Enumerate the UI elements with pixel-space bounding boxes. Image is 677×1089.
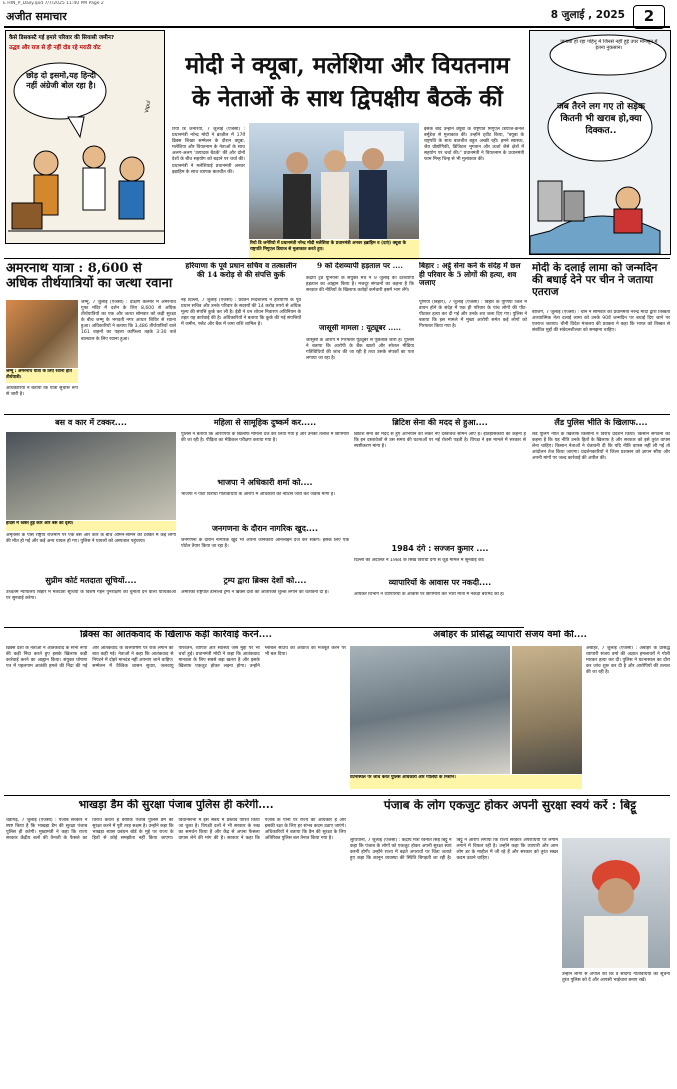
trump-body: अमेरिकी राष्ट्रपति डोनाल्ड ट्रम्प ने ब्रिक्स देशों को अतिरिक्त शुल्क लगाने की चेतावनी दी है। [181, 590, 329, 595]
lead-headline-line2: के नेताओं के साथ द्विपक्षीय बैठकें कीं [192, 86, 503, 112]
bus-photo [6, 432, 176, 520]
bhajan-headline: भाजपा ने अधिकारी शर्मा को.... [217, 478, 313, 487]
amarnath-photo-caption: जम्मू : अमरनाथ यात्रा के लिए रवाना होते तीर्थयात्री। [6, 369, 78, 383]
abohar-photo-left [350, 646, 510, 774]
businessman-body: आयकर विभाग ने व्यापारियों के आवास पर छापेमारी कर भारी मात्रा में नकदी बरामद की है। [354, 592, 505, 597]
masthead-paper-name: अजीत समाचार [6, 10, 67, 23]
masthead-rule [4, 26, 670, 28]
lead-photo-caption: रियो डि जनेरियो में प्रधानमंत्री नरेन्द्र मोदी मलेशिया के प्रधानमंत्री अनवर इब्राहिम व (दाएं) क्यूबा के राष्ट्रपति मिगुएल डियाज से मुलाकात करते हुए। [249, 240, 419, 260]
spy-headline: जासूसी मामला : यूट्यूबर ..... [319, 324, 401, 332]
bus-body: अमृतसर के पास राष्ट्रीय राजमार्ग पर एक बस और कार के बीच आमने-सामने की टक्कर में कई लोगों की मौत हो गई और कई अन्य घायल हो गए। पुलिस ने घायलों को अस्पताल पहुंचाया। [6, 533, 176, 545]
trump-headline: ट्रम्प द्वारा ब्रिक्स देशों को.... [223, 576, 307, 585]
system-line: E HIN_P_Daily.qxd 7/7/2025 11:40 PM Page 2 [3, 1, 104, 6]
cartoon-speech-bubble: छोड़ दो इसमो,यह हिन्दी नहीं अंग्रेजी बोल रहा है। [26, 71, 96, 90]
bhakra-body: चंडीगढ़, 7 जुलाई (एजेंसी) : पंजाब सरकार ने स्पष्ट किया है कि भाखड़ा डैम की सुरक्षा पंजाब पुलिस ही करेगी। मुख्यमंत्री ने कहा कि राज्य सरकार केंद्रीय बलों की तैनाती के फैसले का विरोध करती है क्योंकि पंजाब पुलिस डैम की सुरक्षा करने में पूरी तरह सक्षम है। उन्होंने कहा कि भाखड़ा ब्यास प्रबंधन बोर्ड के मुद्दे पर राज्य के हितों से कोई समझौता नहीं किया जाएगा। विधानसभा में इस संबंध में प्रस्ताव पारित किया जा चुका है। विपक्षी दलों ने भी सरकार के रुख का समर्थन किया है और केंद्र से अपना फैसला वापस लेने की मांग की है। सरकार ने कहा कि पंजाब के पानी पर राज्य का अधिकार है और इसकी रक्षा के लिए हर संभव कदम उठाए जाएंगे। अधिकारियों ने बताया कि डैम की सुरक्षा के लिए अतिरिक्त पुलिस बल तैनात किया गया है। [6, 818, 346, 842]
abohar-photo-caption: घटनास्थल पर जांच करते पुलिस अधिकारी और गोलियों के निशान। [350, 775, 582, 789]
strike-headline: 9 को देशव्यापी हड़ताल पर .... [317, 262, 403, 270]
row4-rule [4, 627, 524, 628]
abohar-headline: अबोहर के प्रसिद्ध व्यापारी संजय वर्मा की.... [433, 630, 587, 640]
sajjan-headline: 1984 दंगे : सज्जन कुमार .... [391, 544, 489, 553]
amarnath-headline: अमरनाथ यात्रा : 8,600 से अधिक तीर्थयात्रियों का जत्था रवाना [6, 262, 173, 291]
cartoon-headline-2: उद्धव और राज से ही नहीं दोड रहे मराठी वोट [9, 45, 101, 51]
lead-headline-line1: मोदी ने क्यूबा, मलेशिया और वियतनाम [185, 53, 510, 79]
amarnath-photo [6, 300, 78, 368]
top-cartoon-panel [5, 30, 165, 244]
bittu-headline: पंजाब के लोग एकजुट होकर अपनी सुरक्षा स्वयं करें : बिट्टू [383, 799, 637, 812]
brics-body: ब्रिक्स देशों के नेताओं ने आतंकवाद के सभी रूपों की कड़ी निंदा करते हुए इसके खिलाफ कड़ी कार्रवाई करने का आह्वान किया। संयुक्त घोषणा पत्र में पहलगाम आतंकी हमले की निंदा की गई और आतंकवाद के वित्तपोषण पर रोक लगाने की बात कही गई। नेताओं ने कहा कि आतंकवाद से निपटने में दोहरे मानदंड नहीं अपनाए जाने चाहिए। सम्मेलन में वैश्विक शासन सुधार, जलवायु परिवर्तन, व्यापार और स्वास्थ्य जैसे मुद्दों पर भी चर्चा हुई। प्रधानमंत्री मोदी ने कहा कि आतंकवाद मानवता के लिए सबसे बड़ा खतरा है और इसके खिलाफ एकजुट होकर लड़ना होगा। उन्होंने ग्लोबल साउथ की आवाज को मजबूत करने पर भी बल दिया। [6, 646, 346, 670]
spy-body: जासूसी के आरोप में गिरफ्तार यूट्यूबर से पूछताछ जारी है। पुलिस ने बताया कि आरोपी के बैंक खातों और सोशल मीडिया गतिविधियों की जांच की जा रही है तथा उसके संपर्कों का पता लगाया जा रहा है। [306, 338, 414, 362]
amarnath-body-2: अधिकारियों ने बताया कि यात्रा सुचारू रूप से जारी है। [6, 386, 78, 398]
sc-body: उच्चतम न्यायालय बिहार में मतदाता सूचियों के विशेष गहन पुनरीक्षण को चुनौती देने वाली याचिकाओं पर सुनवाई करेगा। [6, 590, 176, 602]
abohar-body: अबोहर, 7 जुलाई (एजेंसी) : अबोहर के प्रसिद्ध व्यापारी संजय वर्मा की अज्ञात हमलावरों ने गोली मारकर हत्या कर दी। पुलिस ने घटनास्थल का दौरा कर जांच शुरू कर दी है और आरोपियों की तलाश की जा रही है। [586, 646, 670, 676]
right-cartoon-panel [529, 30, 671, 255]
bittu-body-2: उन्होंने लोगों से अपील की कि वे संदिग्ध गतिविधियों की सूचना तुरंत पुलिस को दें और आपसी भाईचारा बनाए रखें। [562, 972, 670, 984]
row2-rule [4, 258, 670, 259]
row5-rule [4, 795, 670, 796]
census-body: जनगणना के दौरान नागरिक खुद भी अपनी जानकारी ऑनलाइन दर्ज कर सकेंगे। इसके लिए एक पोर्टल तैयार किया जा रहा है। [181, 538, 349, 550]
dalai-headline: मोदी के दलाई लामा को जन्मदिन की बधाई देने पर चीन ने जताया एतराज [532, 262, 658, 299]
lead-body-right: इसके बाद उन्होंने क्यूबा के राष्ट्रपति मिगुएल डियाज-कैनेल बर्मूडेज़ से मुलाकात की। उन्होंने ट्वीट किया, "क्यूबा के राष्ट्रपति के साथ बातचीत बहुत अच्छी रही। हमने स्वास्थ्य, जैव प्रौद्योगिकी, डिजिटल भुगतान और ऊर्जा जैसे क्षेत्रों में सहयोग पर चर्चा की।" प्रधानमंत्री ने वियतनाम के प्रधानमंत्री फाम मिन्ह चिन्ह से भी मुलाकात की। [424, 127, 524, 163]
lead-body-left: रियो डि जनेरियो, 7 जुलाई (एजेंसी) : प्रधानमंत्री नरेन्द्र मोदी ने ब्राज़ील में 17वें ब्रिक्स शिखर सम्मेलन के दौरान क्यूबा, मलेशिया और वियतनाम के नेताओं के साथ अलग-अलग 'उत्पादक बैठकें' कीं और दोनों देशों के बीच सहयोग को बढ़ाने पर चर्चा की। प्रधानमंत्री ने मलेशियाई प्रधानमंत्री अनवर इब्राहिम के साथ व्यापक बातचीत की। [172, 127, 245, 175]
bus-headline: बस व कार में टक्कर.... [55, 418, 127, 427]
british-body: ब्रिटिश सेना की मदद से हुए अभियान को लेकर नए दस्तावेज सामने आए हैं। इतिहासकारों का कहना है कि इन दस्तावेजों से उस समय की घटनाओं पर नई रोशनी पड़ती है। विपक्ष ने इस मामले में सरकार से स्पष्टीकरण मांगा है। [354, 432, 526, 450]
sajjan-body: दिल्ली की अदालत ने 1984 के सिख विरोधी दंगों से जुड़े मामले में सुनवाई की। [354, 558, 485, 563]
dalai-body: बीजिंग, 7 जुलाई (एजेंसी) : चीन ने सोमवार को प्रधानमंत्री नरेन्द्र मोदी द्वारा तिब्बती आध्यात्मिक नेता दलाई लामा को उनके 90वें जन्मदिन पर बधाई दिए जाने पर एतराज जताया। चीनी विदेश मंत्रालय की प्रवक्ता ने कहा कि भारत को तिब्बत से संबंधित मुद्दों की संवेदनशीलता को समझना चाहिए। [532, 310, 670, 334]
haryana-body: नई दिल्ली, 7 जुलाई (एजेंसी) : प्रवर्तन निदेशालय ने हरियाणा के पूर्व प्रधान सचिव और उनके परिवार के सदस्यों की 14 करोड़ रुपये से अधिक मूल्य की संपत्ति कुर्क कर ली है। ईडी ने धन शोधन निवारण अधिनियम के तहत यह कार्रवाई की है। अधिकारियों ने बताया कि कुर्क की गई संपत्तियों में जमीन, फ्लैट और बैंक में जमा राशि शामिल है। [181, 298, 301, 328]
strike-body: केंद्रीय ट्रेड यूनियनों के संयुक्त मंच ने 9 जुलाई को देशव्यापी हड़ताल का आह्वान किया है। मजदूर संगठनों का कहना है कि सरकार की नीतियों के खिलाफ करोड़ों कर्मचारी इसमें भाग लेंगे। [306, 276, 414, 294]
right-cartoon-bubble-main: जब तैरने लग गए तो सड़क कितनी भी खराब हो,क्या दिक्कत.. [557, 102, 645, 136]
british-headline: ब्रिटिश सेना की मदद से हुआ.... [392, 418, 488, 427]
lead-photo-figures [249, 123, 419, 239]
cartoon-headline-1: कैसे डिसकस्टै गई हमारे परिवार की सियासी जमीन? [9, 35, 115, 41]
brics-headline: ब्रिक्स का आतंकवाद के खिलाफ कड़ी कार्रवाई करने.... [80, 630, 272, 640]
bittu-body: लुधियाना, 7 जुलाई (एजेंसी) : केंद्रीय मंत्री रवनीत सिंह बिट्टू ने कहा कि पंजाब के लोगों को एकजुट होकर अपनी सुरक्षा स्वयं करनी होगी। उन्होंने राज्य में बढ़ते अपराधों पर चिंता जताते हुए कहा कि कानून व्यवस्था की स्थिति बिगड़ती जा रही है। बिट्टू ने आरोप लगाया कि राज्य सरकार अपराधियों पर लगाम लगाने में विफल रही है। उन्होंने कहा कि व्यापारी और आम लोग डर के माहौल में जी रहे हैं और सरकार को तुरंत सख्त कदम उठाने चाहिए। [350, 838, 558, 862]
svg-text:Vipul: Vipul [144, 100, 153, 114]
sc-headline: सुप्रीम कोर्ट मतदाता सूचियों.... [45, 576, 137, 585]
page-number: 2 [633, 5, 665, 29]
bhajan-body: भाजपा ने पार्टी विरोधी गतिविधियों के आरोप में अधिकारी को नोटिस जारी कर जवाब मांगा है। [181, 492, 335, 497]
right-cartoon-bubble-top: जनाबा हो रहा गहिनू में जिनसे नहीं हुई उपर मानसून में इतना नुकसान। [560, 39, 658, 51]
lead-photo [249, 123, 419, 239]
woman-body: पुलिस ने बताया कि आरोपियों के खिलाफ मामला दर्ज कर लिया गया है और उनकी तलाश में छापेमारी की जा रही है। पीड़िता का मेडिकल परीक्षण कराया गया है। [181, 432, 349, 444]
bhakra-headline: भाखड़ा डैम की सुरक्षा पंजाब पुलिस ही करेगी.... [78, 799, 274, 811]
bihar-body: पूर्णिया (बिहार), 7 जुलाई (एजेंसी) : बिहार के पूर्णिया जिले में डायन होने के संदेह में एक ही परिवार के पांच लोगों की पीट-पीटकर हत्या कर दी गई और उनके शव जला दिए गए। पुलिस ने बताया कि इस मामले में मुख्य आरोपी समेत कई लोगों को गिरफ्तार किया गया है। [419, 300, 527, 330]
masthead-date: 8 जुलाई , 2025 [550, 9, 625, 21]
pakistan-headline: लैंड पुलिस भीति के खिलाफ.... [554, 418, 648, 427]
businessman-headline: व्यापारियों के आवास पर नकदी.... [388, 578, 492, 587]
haryana-headline: हरियाणा के पूर्व प्रधान सचिव व तत्कालीन की 14 करोड़ से की संपत्ति कुर्क [185, 262, 297, 279]
census-headline: जनगणना के दौरान नागरिक खुद.... [211, 524, 319, 533]
amarnath-body: जम्मू, 7 जुलाई (एजेंसी) : दक्षिण कश्मीर में अमरनाथ गुफा मंदिर में दर्शन के लिए 8,600 से अधिक तीर्थयात्रियों का एक और जत्था सोमवार को कड़ी सुरक्षा के बीच जम्मू के भगवती नगर आधार शिविर से रवाना हुआ। अधिकारियों ने बताया कि 3,486 तीर्थयात्रियों वाले 161 वाहनों का पहला काफिला तड़के 3:30 बजे बालटाल के लिए रवाना हुआ। [81, 300, 176, 342]
bittu-photo [562, 838, 670, 968]
bihar-headline: बिहार : अट्ठे सेना कने के संदेह में छल ही परिवार के 5 लोगों की हत्या, शव जलाए [419, 262, 521, 288]
bus-photo-caption: हादसे में ध्वस्त हुई कार और बस का दृश्य। [6, 521, 176, 531]
pakistan-body: लैंड पूलिंग नीति के खिलाफ किसानों ने विरोध प्रदर्शन किया। किसान संगठनों का कहना है कि यह नीति उनके हितों के खिलाफ है और सरकार को इसे तुरंत वापस लेना चाहिए। किसान नेताओं ने चेतावनी दी कि यदि नीति वापस नहीं ली गई तो आंदोलन तेज किया जाएगा। प्रदर्शनकारियों ने जिला प्रशासन को ज्ञापन सौंपा और अपनी मांगों पर जल्द कार्रवाई की अपील की। [532, 432, 670, 462]
abohar-photo-right [512, 646, 582, 774]
row3-rule [4, 414, 670, 415]
bittu-portrait [562, 838, 670, 968]
woman-headline: महिला से सामूहिक दुष्कर्म कर..... [213, 418, 317, 427]
